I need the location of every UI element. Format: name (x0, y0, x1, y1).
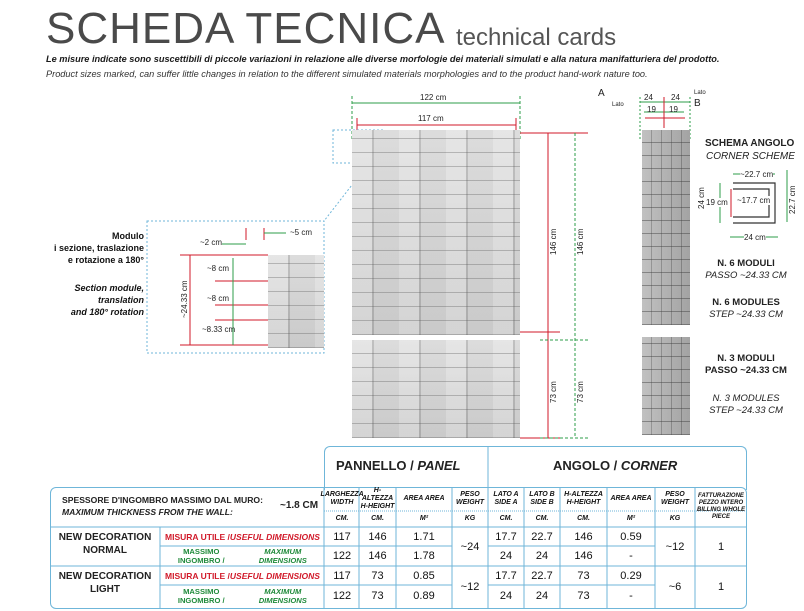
r4-height: 73 (371, 590, 384, 602)
dim-height-max: 146 cm (576, 228, 585, 255)
thickness-value: ~1.8 CM (280, 500, 319, 511)
module-label-it-2: i sezione, traslazione (53, 243, 144, 253)
r2-area: 1.78 (413, 550, 435, 562)
module-label-it-3: e rotazione a 180° (67, 255, 144, 265)
module-label-en-1: Section module, (74, 283, 144, 293)
corner-scheme-d19: 19 cm (706, 198, 728, 207)
corner-label-b-sub: Lato (694, 90, 706, 96)
corner-w19a: 19 (647, 105, 656, 114)
corner-three-it-2: PASSO ~24.33 CM (705, 365, 787, 376)
note-english: Product sizes marked, can suffer little changes in relation to the different simulated materials morphologies and to the product hand-work nature too. (46, 69, 648, 79)
hdr-peso2: PESO WEIGHT (661, 491, 689, 506)
row-light-label-2: LIGHT (90, 584, 120, 595)
unit-kg-2: KG (669, 515, 681, 522)
corner-w24b: 24 (671, 93, 680, 102)
r3-weight: ~12 (460, 581, 480, 593)
corner-scheme-d177: ~17.7 cm (737, 196, 771, 205)
hdr-lato-b: LATO B SIDE B (529, 491, 555, 506)
r1-side-a: 17.7 (495, 531, 517, 543)
unit-cm-2: CM. (371, 515, 384, 522)
corner-label-a-sub: Lato (612, 102, 624, 108)
r3-side-b: 22.7 (531, 570, 553, 582)
r4-corner-area: - (629, 590, 633, 602)
unit-cm-4: CM. (535, 515, 549, 522)
dim-width-useful: 117 cm (418, 114, 444, 123)
r2-height: 146 (368, 550, 387, 562)
row-normal-label-2: NORMAL (83, 545, 127, 556)
r1-corner-weight: ~12 (665, 541, 685, 553)
r4-side-b: 24 (535, 590, 549, 602)
module-dim-8a: ~8 cm (207, 264, 230, 273)
corner-scheme-title-it: SCHEMA ANGOLO (705, 138, 795, 149)
r1-height: 146 (368, 531, 387, 543)
dim-module-height-b: 73 cm (576, 381, 585, 403)
table-panel-title: PANNELLO / PANEL (336, 458, 461, 473)
r3-area: 0.85 (413, 570, 435, 582)
corner-scheme-d227-right: 22.7 cm (788, 185, 797, 214)
hdr-altezza2: H-ALTEZZA H-HEIGHT (564, 491, 603, 506)
useful-dim-label-2: MISURA UTILE / USEFUL DIMENSIONS (165, 571, 320, 581)
module-label-it-1: Modulo (112, 231, 144, 241)
hdr-area: AREA AREA (403, 495, 445, 502)
hdr-lato-a: LATO A SIDE A (493, 491, 519, 506)
r3-corner-height: 73 (577, 570, 590, 582)
unit-m2-1: M² (419, 515, 429, 522)
r3-width: 117 (333, 570, 351, 582)
module-dim-2: ~2 cm (200, 238, 223, 247)
corner-scheme-title-en: CORNER SCHEME (706, 151, 795, 162)
module-dim-5: ~5 cm (290, 228, 313, 237)
r1-area: 1.71 (413, 531, 435, 543)
hdr-altezza: H-ALTEZZA H-HEIGHT (360, 487, 395, 510)
dim-height-useful: 146 cm (549, 228, 558, 255)
corner-label-a: A (598, 88, 605, 99)
max-dim-label-2: MASSIMO INGOMBRO / MAXIMUM DIMENSIONS (177, 587, 307, 605)
corner-six-en-2: STEP ~24.33 CM (709, 309, 783, 320)
unit-m2-2: M² (626, 515, 636, 522)
r3-corner-area: 0.29 (620, 570, 642, 582)
unit-cm-3: CM. (499, 515, 513, 522)
dim-width-max: 122 cm (420, 93, 447, 102)
corner-six-it-1: N. 6 MODULI (717, 258, 775, 269)
module-label-en-3: and 180° rotation (70, 307, 144, 317)
corner-six-it-2: PASSO ~24.33 CM (705, 270, 787, 281)
corner-six-en-1: N. 6 MODULES (712, 297, 780, 308)
r4-area: 0.89 (413, 590, 435, 602)
r1-billing: 1 (717, 541, 725, 553)
hdr-fatturazione: FATTURAZIONE PEZZO INTERO BILLING WHOLE PIECE (697, 493, 745, 520)
max-dim-label-1: MASSIMO INGOMBRO / MAXIMUM DIMENSIONS (177, 547, 307, 565)
module-label-en-2: translation (97, 295, 144, 305)
note-italian: Le misure indicate sono suscettibili di piccole variazioni in relazione alle diverse morfologie dei materiali simulati e alla natura manifatturiera del prodotto. (46, 54, 720, 64)
row-normal-label-1: NEW DECORATION (58, 532, 152, 543)
module-dim-2433: ~24.33 cm (180, 280, 189, 318)
r2-corner-height: 146 (574, 550, 593, 562)
unit-cm-5: CM. (577, 515, 590, 522)
hdr-larghezza: LARGHEZZA WIDTH (320, 491, 364, 506)
r1-corner-height: 146 (574, 531, 593, 543)
corner-w19b: 19 (669, 105, 678, 114)
r2-side-a: 24 (499, 550, 513, 562)
corner-three-en-2: STEP ~24.33 CM (709, 405, 783, 416)
hdr-peso: PESO WEIGHT (456, 491, 484, 506)
r4-corner-height: 73 (577, 590, 590, 602)
hdr-area2: AREA AREA (610, 495, 652, 502)
module-dim-833: ~8.33 cm (202, 325, 236, 334)
unit-cm-1: CM. (335, 515, 349, 522)
module-dim-8b: ~8 cm (207, 294, 230, 303)
corner-three-en-1: N. 3 MODULES (712, 393, 780, 404)
r3-side-a: 17.7 (495, 570, 517, 582)
useful-dim-label-1: MISURA UTILE / USEFUL DIMENSIONS (165, 532, 320, 542)
corner-three-it-1: N. 3 MODULI (717, 353, 775, 364)
corner-scheme-d24-left: 24 cm (697, 187, 706, 209)
r2-corner-area: - (629, 550, 633, 562)
thickness-it: SPESSORE D'INGOMBRO MASSIMO DAL MURO: (62, 495, 263, 505)
r1-corner-area: 0.59 (620, 531, 642, 543)
table-corner-title: ANGOLO / CORNER (553, 458, 678, 473)
corner-label-b: B (694, 98, 701, 109)
row-light-label-1: NEW DECORATION (58, 571, 152, 582)
r2-width: 122 (332, 550, 352, 562)
unit-kg-1: KG (464, 515, 476, 522)
corner-w24a: 24 (644, 93, 653, 102)
thickness-en: MAXIMUM THICKNESS FROM THE WALL: (62, 507, 233, 517)
r4-side-a: 24 (499, 590, 513, 602)
corner-scheme-d227-top: ~22.7 cm (740, 170, 774, 179)
r3-billing: 1 (717, 581, 725, 593)
page-subtitle: technical cards (456, 24, 617, 51)
r1-weight: ~24 (460, 541, 480, 553)
r3-corner-weight: ~6 (668, 581, 682, 593)
r3-height: 73 (371, 570, 384, 582)
r1-width: 117 (333, 531, 351, 543)
r4-width: 122 (332, 590, 352, 602)
r2-side-b: 24 (535, 550, 549, 562)
page-title: SCHEDA TECNICA (46, 4, 446, 53)
r1-side-b: 22.7 (531, 531, 553, 543)
corner-scheme-d24-bottom: 24 cm (744, 233, 766, 242)
dim-module-height-a: 73 cm (549, 381, 558, 403)
